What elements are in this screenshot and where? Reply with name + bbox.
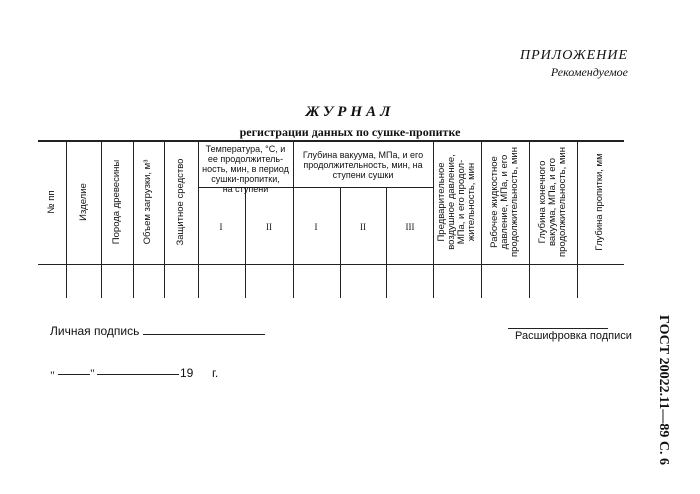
decode-signature-label: Расшифровка подписи (515, 330, 632, 342)
date-month-line (97, 374, 179, 375)
temp-stage-1: I (219, 222, 223, 232)
table-top-border (38, 140, 624, 142)
gost-side-label: ГОСТ 20022.11—89 С. 6 (656, 315, 671, 465)
header-no: № пп (46, 190, 57, 214)
vac-stage-3: III (405, 222, 415, 232)
personal-signature-line (143, 334, 265, 335)
temp-stage-2: II (266, 222, 272, 232)
date-day-line (58, 374, 90, 375)
header-load: Объем загрузки, м³ (142, 159, 153, 245)
header-item: Изделие (78, 183, 89, 221)
header-agent: Защитное средство (175, 158, 186, 246)
appendix-title: ПРИЛОЖЕНИЕ (520, 48, 628, 63)
vac-stage-2: II (360, 222, 366, 232)
appendix-header (520, 48, 628, 80)
journal-title: ЖУРНАЛ (305, 104, 395, 120)
vac-stage-1: I (314, 222, 318, 232)
group-temperature: Температура, °С, и ее продолжитель- ность, мин, в период сушки-пропитки, на ступени (202, 144, 289, 194)
header-preliminary-pressure: Предварительное воздушное давление, МПа, и его продол- жительность, мин (436, 154, 477, 250)
date-year-prefix: 19 (180, 366, 194, 380)
journal-table (38, 140, 624, 298)
decode-signature-line (508, 328, 608, 329)
date-quote-left: " (50, 368, 55, 382)
date-quote-right: " (90, 366, 95, 380)
group-vacuum: Глубина вакуума, МПа, и его продолжительность, мин, на ступени сушки (302, 150, 424, 180)
header-impregnation-depth: Глубина пропитки, мм (594, 153, 605, 251)
personal-signature-label: Личная подпись (50, 324, 140, 338)
header-bottom-line (38, 264, 624, 265)
header-working-pressure: Рабочее жидкостное давление, МПа, и его продолжительность, мин (489, 147, 520, 257)
date-year-suffix: г. (212, 366, 219, 380)
header-final-vacuum: Глубина конечного вакуума, МПа, и его продолжительность, мин (537, 147, 568, 257)
appendix-subtitle: Рекомендуемое (550, 65, 628, 79)
journal-subtitle: регистрации данных по сушке-пропитке (239, 125, 461, 139)
header-wood: Порода древесины (111, 159, 122, 245)
